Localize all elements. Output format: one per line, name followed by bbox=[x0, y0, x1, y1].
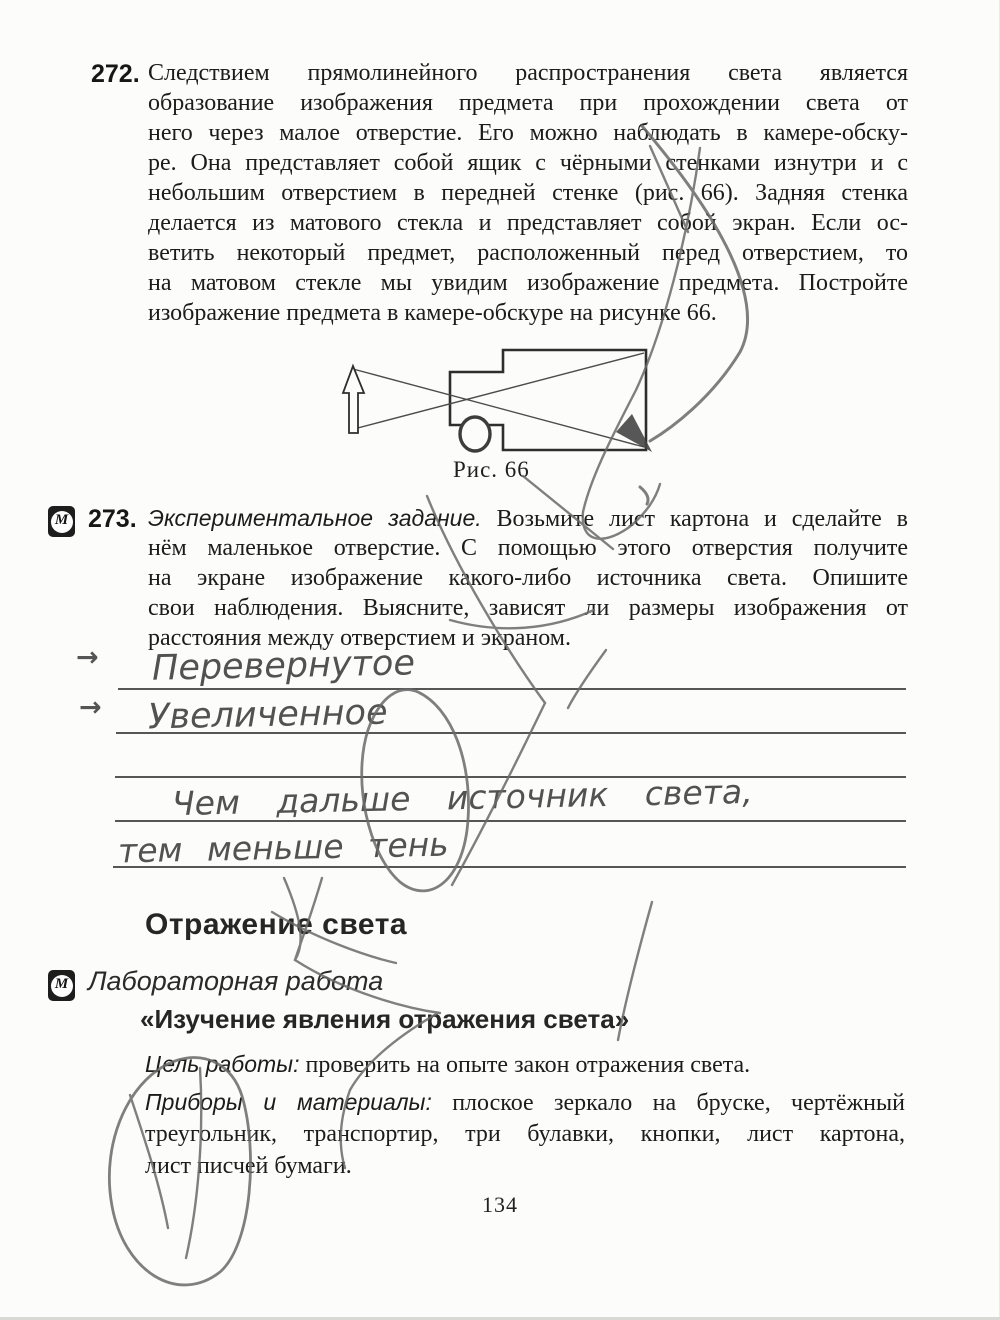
lab-work-title: «Изучение явления отражения света» bbox=[140, 1004, 630, 1034]
text-line: Следствием прямолинейного распространения света является bbox=[148, 60, 908, 86]
camera-obscura-box bbox=[450, 350, 646, 450]
handwritten-note-line-1: Чем дальше источник света, bbox=[171, 771, 754, 824]
text-line: ветить некоторый предмет, расположенный перед отверстием, то bbox=[148, 240, 908, 266]
text-line: ре. Она представляет собой ящик с чёрными стенками изнутри и с bbox=[148, 150, 908, 176]
light-rays bbox=[350, 353, 644, 447]
problem-273-number: 273. bbox=[88, 505, 137, 533]
aperture-hole bbox=[460, 417, 490, 451]
text-line: делается из матового стекла и представляет собой экран. Если ос- bbox=[148, 210, 908, 236]
problem-272-number: 272. bbox=[91, 60, 140, 88]
lab-goal-line: Цель работы: проверить на опыте закон отражения света. bbox=[145, 1051, 751, 1078]
methodical-badge bbox=[48, 506, 75, 537]
text-line: Экспериментальное задание. Возьмите лист картона и сделайте в bbox=[148, 505, 908, 532]
text-line: него через малое отверстие. Его можно наблюдать в камере-обску- bbox=[148, 120, 908, 146]
text-line: образование изображения предмета при прохождении света от bbox=[148, 90, 908, 116]
problem-273-text bbox=[148, 503, 908, 653]
text-line: треугольник, транспортир, три булавки, кнопки, лист картона, bbox=[145, 1121, 905, 1147]
text-line: изображение предмета в камере-обскуре на рисунке 66. bbox=[148, 300, 717, 326]
methodical-badge bbox=[48, 970, 75, 1001]
answer-line bbox=[113, 866, 906, 868]
figure-caption: Рис. 66 bbox=[453, 457, 530, 482]
answer-line bbox=[118, 688, 906, 690]
handwritten-note-line-2: тем меньше тень bbox=[117, 824, 450, 871]
text-line: на экране изображение какого-либо источника света. Опишите bbox=[148, 565, 908, 591]
handwritten-answer-1: Перевернутое bbox=[151, 643, 416, 689]
text-line: нём маленькое отверстие. С помощью этого отверстия получите bbox=[148, 535, 908, 561]
answer-line bbox=[116, 732, 906, 734]
badge-letter: М bbox=[54, 976, 69, 992]
answer-line bbox=[115, 776, 906, 778]
materials-label: Приборы и материалы: bbox=[145, 1089, 432, 1115]
badge-circle-icon bbox=[51, 511, 73, 533]
lab-work-label: Лабораторная работа bbox=[88, 966, 384, 996]
problem-272-text bbox=[148, 58, 908, 328]
page-number: 134 bbox=[482, 1192, 518, 1217]
lab-materials-text bbox=[145, 1086, 905, 1182]
text-line: небольшим отверстием в передней стенке (рис. 66). Задняя стенка bbox=[148, 180, 908, 206]
handwritten-answer-2: Увеличенное bbox=[147, 692, 388, 738]
text-line: лист писчей бумаги. bbox=[145, 1153, 352, 1179]
section-heading: Отражение света bbox=[145, 908, 408, 941]
badge-circle-icon bbox=[51, 975, 73, 997]
goal-label: Цель работы: bbox=[145, 1051, 300, 1077]
hand-arrow-icon: → bbox=[76, 642, 99, 673]
hand-arrow-icon: → bbox=[79, 692, 102, 723]
text-line: Приборы и материалы: плоское зеркало на бруске, чертёжный bbox=[145, 1089, 905, 1116]
text-line: на матовом стекле мы увидим изображение предмета. Постройте bbox=[148, 270, 908, 296]
object-arrow-icon bbox=[343, 366, 364, 433]
task-type-label: Экспериментальное задание. bbox=[148, 505, 482, 531]
badge-letter: М bbox=[54, 512, 69, 528]
text-line: свои наблюдения. Выясните, зависят ли размеры изображения от bbox=[148, 595, 908, 621]
answer-line bbox=[115, 820, 906, 822]
text-line: расстояния между отверстием и экраном. bbox=[148, 625, 571, 651]
pencil-arrowhead bbox=[616, 414, 652, 452]
